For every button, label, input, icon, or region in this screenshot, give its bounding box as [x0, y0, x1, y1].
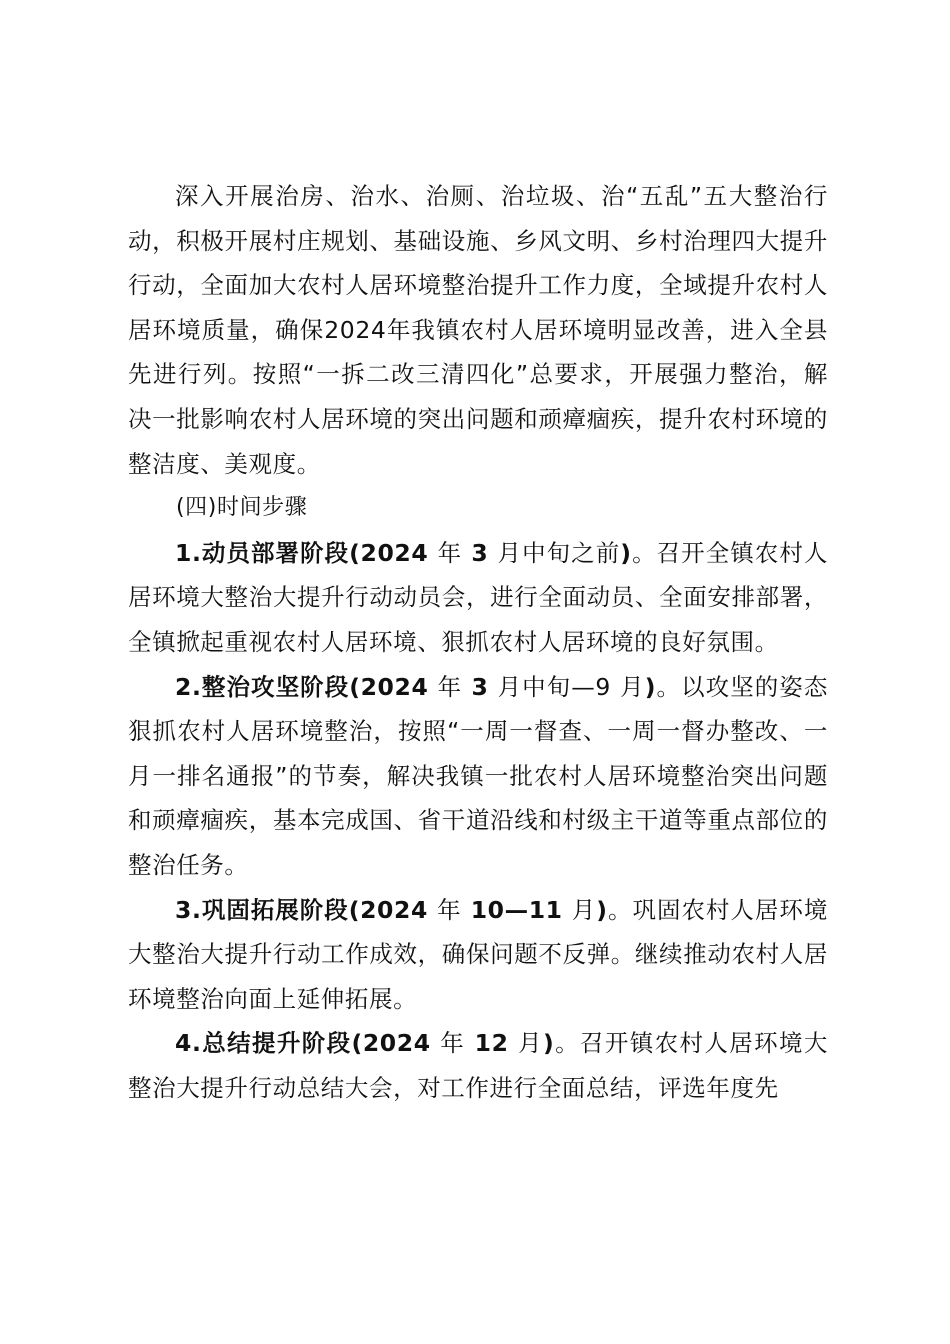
step-body-4: 。召开镇农村人居环境大整治大提升行动总结大会，对工作进行全面总结，评选年度先 [128, 1029, 828, 1102]
step-2-title-part: 2.整治攻坚阶段(2024 [175, 672, 429, 701]
step-3-month-unit: 月 [571, 895, 597, 924]
step-4-year-unit: 年 [440, 1029, 466, 1058]
step-body-1: 。召开全镇农村人居环境大整治大提升行动动员会，进行全面动员、全面安排部署，全镇掀起重视农村人居环境、狠抓农村人居环境的良好氛围。 [128, 538, 828, 656]
step-1-title-part: 1.动员部署阶段(2024 [175, 538, 429, 567]
step-2-title-close: ) [644, 672, 657, 701]
step-2-year-unit: 年 [437, 672, 463, 701]
step-body-2: 。以攻坚的姿态狠抓农村人居环境整治，按照“一周一督查、一周一督办整改、一月一排名通报”的节奏，解决我镇一批农村人居环境整治突出问题和顽瘴痼疾，基本完成国、省干道沿线和村级主干道等重点部位的整治任务。 [128, 672, 828, 879]
step-4-month-unit: 月 [518, 1029, 543, 1058]
step-3-month-number: 10—11 [470, 895, 563, 924]
step-1-title-close: ) [620, 538, 632, 567]
step-3-title-part: 3.巩固拓展阶段(2024 [175, 895, 428, 924]
step-3-year-unit: 年 [437, 895, 462, 924]
document-page [128, 174, 828, 1110]
step-1-year-unit: 年 [437, 538, 463, 567]
step-2-month-text: 月中旬—9 [497, 672, 611, 701]
step-2-month-number: 3 [471, 672, 489, 701]
step-title-2 [175, 673, 656, 701]
step-4-month-number: 12 [474, 1029, 509, 1058]
step-paragraph-2 [128, 665, 828, 888]
step-paragraph-1 [128, 531, 828, 665]
step-title-4 [175, 1029, 554, 1057]
section-heading: (四)时间步骤 [176, 495, 308, 521]
intro-paragraph: 深入开展治房、治水、治厕、治垃圾、治“五乱”五大整治行动，积极开展村庄规划、基础设施、乡风文明、乡村治理四大提升行动，全面加大农村人居环境整治提升工作力度，全域提升农村人居环境质量，确保2024年我镇农村人居环境明显改善，进入全县先进行列。按照“一拆二改三清四化”总要求，开展强力整治，解决一批影响农村人居环境的突出问题和顽瘴痼疾，提升农村环境的整洁度、美观度。 [128, 182, 828, 478]
step-3-title-close: ) [596, 895, 608, 924]
step-paragraph-3 [128, 888, 828, 1022]
step-title-1 [175, 539, 632, 567]
step-4-title-close: ) [542, 1029, 555, 1058]
step-body-3: 。巩固农村人居环境大整治大提升行动工作成效，确保问题不反弹。继续推动农村人居环境整治向面上延伸拓展。 [128, 895, 828, 1013]
step-2-month-unit: 月 [620, 672, 645, 701]
step-1-month-text: 月中旬之前 [497, 538, 621, 567]
step-4-title-part: 4.总结提升阶段(2024 [175, 1029, 431, 1058]
step-paragraph-4 [128, 1021, 828, 1110]
step-title-3 [175, 896, 608, 924]
step-1-month-number: 3 [471, 538, 489, 567]
